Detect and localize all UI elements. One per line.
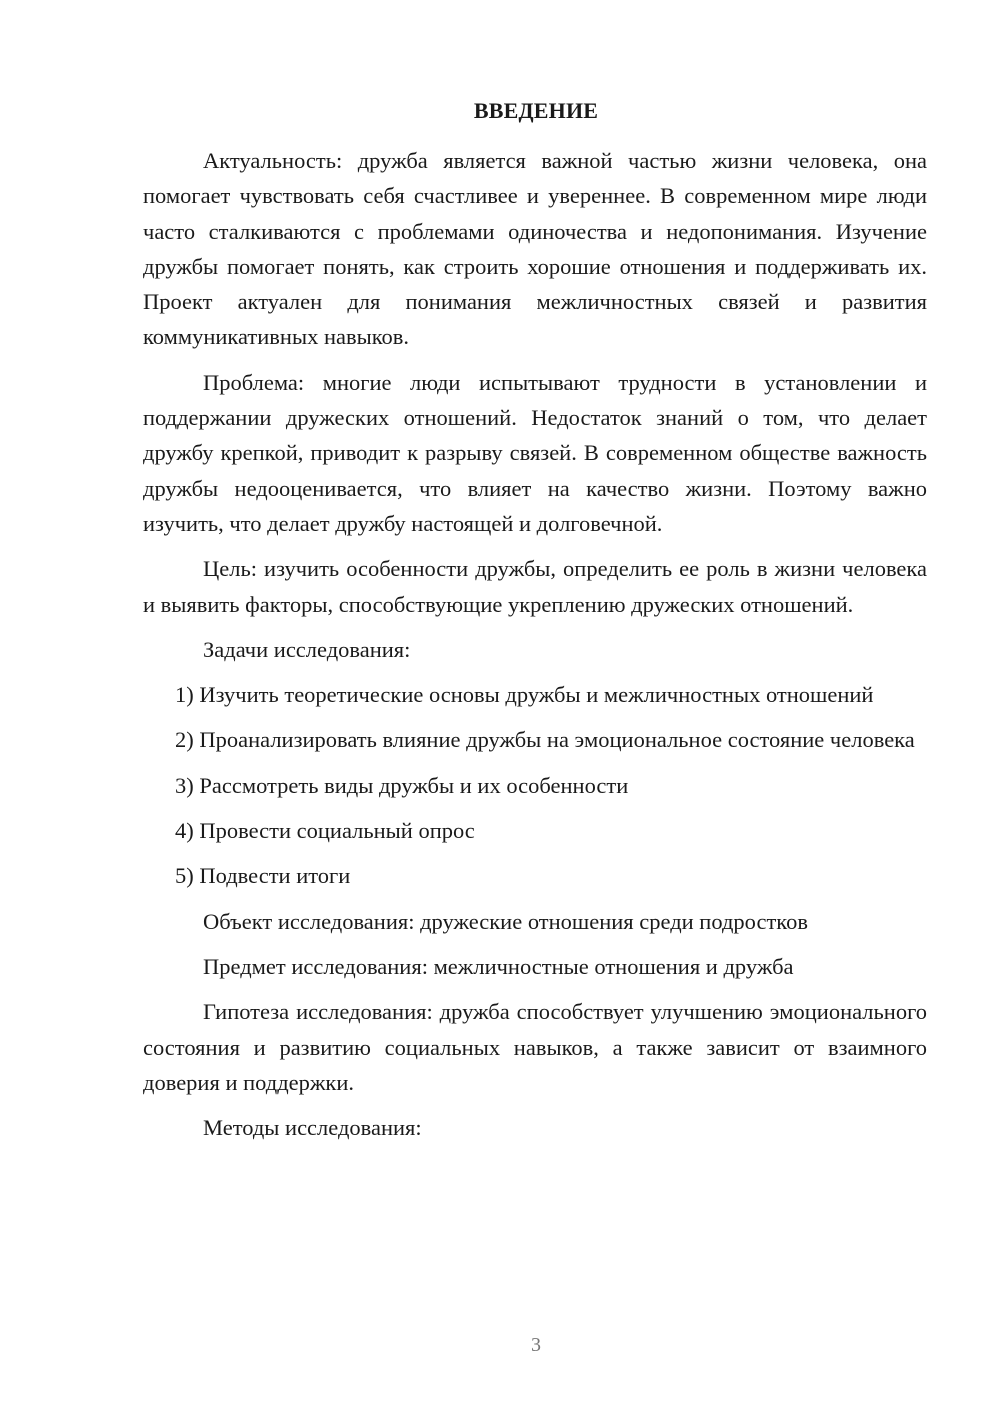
paragraph-object: Объект исследования: дружеские отношения среди подростков — [203, 908, 808, 934]
tasks-title: Задачи исследования: — [203, 636, 411, 662]
section-heading: ВВЕДЕНИЕ — [473, 98, 599, 123]
paragraph-hypothesis: Гипотеза исследования: дружба способствует улучшению эмоционального состояния и развитию социальных навыков, а также зависит от взаимного доверия и поддержки. — [143, 999, 927, 1095]
paragraph-problem: Проблема: многие люди испытывают трудности в установлении и поддержании дружеских отношений. Недостаток знаний о том, что делает дружбу крепкой, приводит к разрыву связей. В современном обществе важность дружбы недооценивается, что влияет на качество жизни. Поэтому важно изучить, что делает дружбу настоящей и долговечной. — [143, 369, 927, 536]
paragraph-subject: Предмет исследования: межличностные отношения и дружба — [203, 953, 794, 979]
task-item-1: 1) Изучить теоретические основы дружбы и межличностных отношений — [175, 682, 874, 708]
page-number: 3 — [531, 1334, 541, 1356]
task-item-3: 3) Рассмотреть виды дружбы и их особенности — [175, 772, 629, 798]
paragraph-relevance: Актуальность: дружба является важной частью жизни человека, она помогает чувствовать себя счастливее и увереннее. В современном мире люди часто сталкиваются с проблемами одиночества и недопонимания. Изучение дружбы помогает понять, как строить хорошие отношения и поддерживать их. Проект актуален для понимания межличностных связей и развития коммуникативных навыков. — [143, 148, 927, 350]
body-text — [143, 143, 927, 1155]
task-item-4: 4) Провести социальный опрос — [175, 818, 475, 844]
task-item-5: 5) Подвести итоги — [175, 863, 351, 889]
paragraph-goal: Цель: изучить особенности дружбы, определить ее роль в жизни человека и выявить факторы, способствующие укреплению дружеских отношений. — [143, 556, 927, 617]
task-item-2: 2) Проанализировать влияние дружбы на эмоциональное состояние человека — [175, 727, 915, 753]
methods-title: Методы исследования: — [203, 1115, 422, 1141]
